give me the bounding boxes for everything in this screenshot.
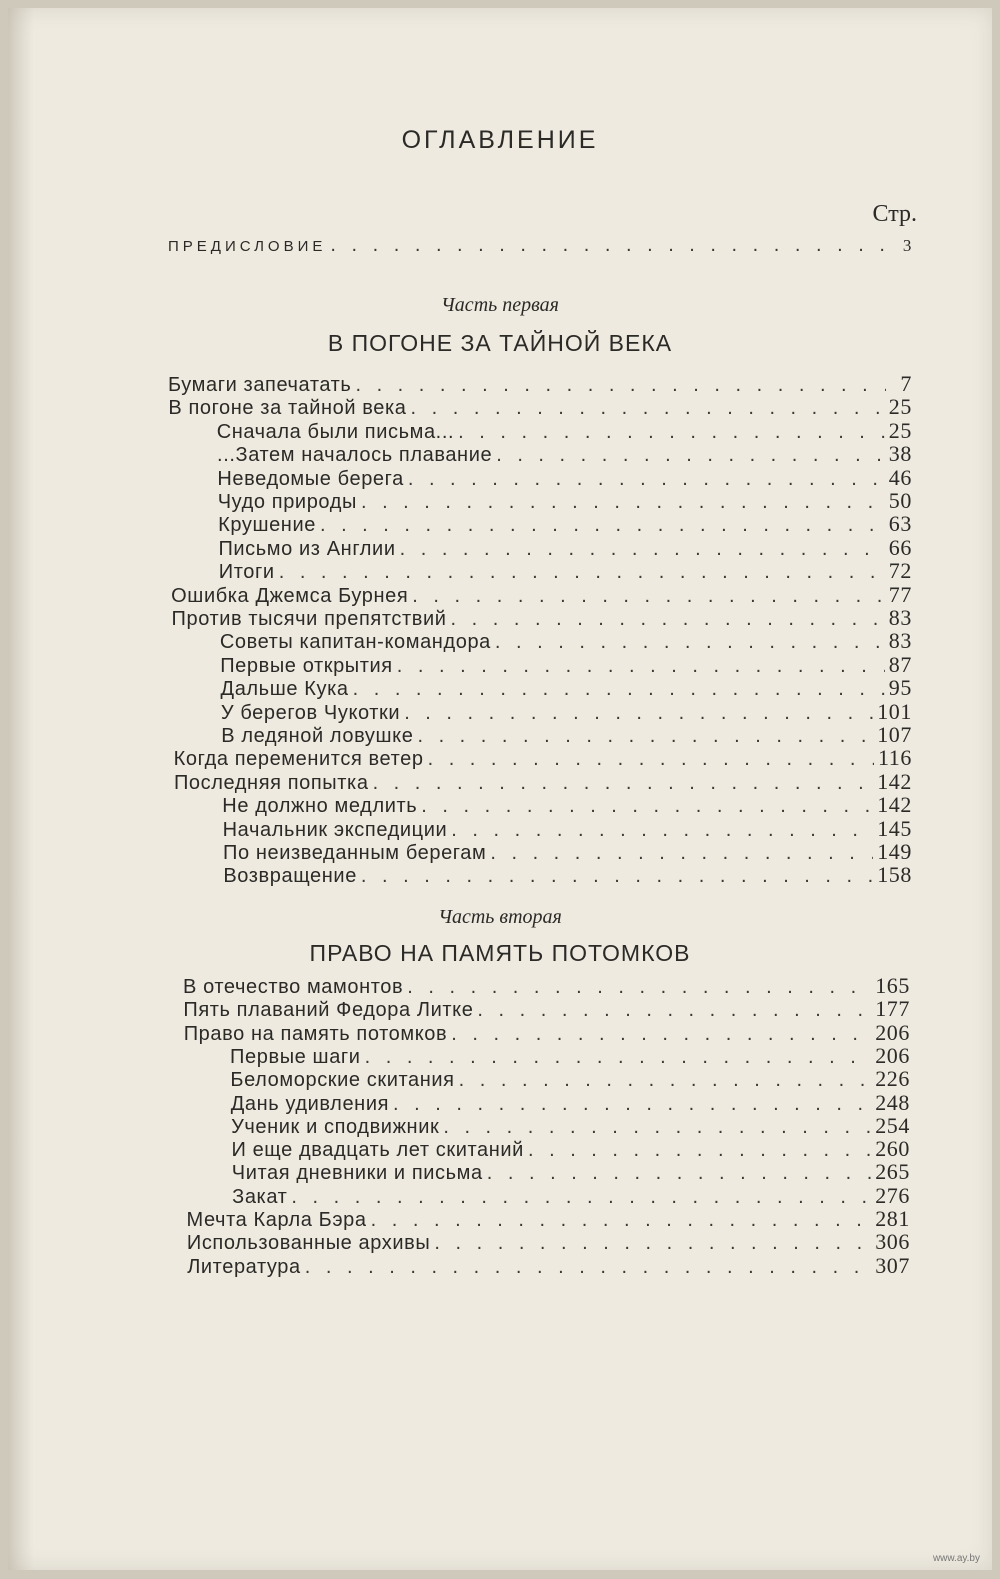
toc-entry: [168, 372, 912, 396]
dot-leader: [291, 1185, 871, 1209]
part1-title: В ПОГОНЕ ЗА ТАЙНОЙ ВЕКА: [327, 330, 673, 356]
toc-entry-title: Использованные архивы: [186, 1232, 431, 1255]
page-column-label: Стр.: [872, 201, 917, 227]
dot-leader: [371, 1208, 872, 1232]
toc-entry-page: 25: [888, 417, 912, 443]
toc-entry: [217, 419, 912, 443]
toc-entry: [232, 1160, 910, 1184]
toc-entry-title: Последняя попытка: [173, 771, 369, 794]
toc-entry-title: Дань удивления: [230, 1092, 390, 1115]
toc-entry-page: 38: [888, 441, 912, 467]
dot-leader: [393, 1092, 871, 1116]
toc-entry-title: Бумаги запечатать: [168, 374, 352, 396]
dot-leader: [443, 1115, 871, 1139]
dot-leader: [459, 1068, 872, 1092]
toc-entry: [223, 863, 912, 887]
toc-entry-page: 101: [877, 698, 912, 724]
dot-leader: [417, 724, 873, 748]
toc-entry-title: Возвращение: [223, 865, 357, 888]
toc-entry-title: В погоне за тайной века: [168, 397, 407, 420]
toc-entry-title: Мечта Карла Бэра: [186, 1209, 367, 1231]
dot-leader: [421, 794, 873, 818]
toc-entry-title: Когда переменится ветер: [173, 748, 424, 771]
toc-entry: [219, 559, 912, 583]
toc-entry-title: По неизведанным берегам: [223, 842, 487, 864]
toc-entry-title: Неведомые берега: [217, 467, 404, 490]
toc-entry-title: Ученик и сподвижник: [231, 1115, 440, 1138]
toc-entry-title: Дальше Кука: [220, 678, 349, 701]
toc-entry: [231, 1091, 910, 1115]
dot-leader: [330, 233, 886, 257]
toc-entry-page: 149: [877, 839, 912, 864]
dot-leader: [365, 1045, 872, 1069]
toc-entry-page: 46: [888, 464, 912, 490]
toc-entry-title: Чудо природы: [217, 491, 357, 513]
toc-entry-page: 254: [875, 1112, 910, 1138]
toc-entry-title: В отечество мамонтов: [183, 976, 404, 998]
toc-entry-title: Первые шаги: [230, 1045, 361, 1068]
toc-entry-page: 226: [875, 1066, 910, 1092]
toc-entry-title: Закат: [232, 1185, 288, 1208]
toc-entry-title: И еще двадцать лет скитаний: [231, 1139, 524, 1162]
toc-entry-title: Право на память потомков: [183, 1022, 448, 1045]
toc-entry: [172, 606, 913, 630]
toc-entry: [218, 489, 912, 513]
toc-entry: [230, 1067, 910, 1091]
toc-entry-title: Начальник экспедиции: [222, 818, 448, 841]
toc-entry: [223, 840, 912, 864]
toc-entry-page: 206: [875, 1019, 910, 1045]
toc-entry: [183, 997, 910, 1021]
toc-entry: [171, 583, 912, 607]
toc-entry-title: Сначала были письма...: [216, 420, 455, 443]
dot-leader: [528, 1138, 871, 1162]
toc-entry-title: Не должно медлить: [222, 795, 418, 818]
toc-entry-page: 107: [877, 722, 912, 747]
dot-leader: [451, 818, 873, 842]
dot-leader: [361, 490, 885, 514]
toc-entry: [183, 974, 910, 998]
toc-entry: [221, 676, 912, 700]
dot-leader: [434, 1231, 871, 1255]
toc-entry-page: 66: [888, 534, 912, 560]
toc-entry-page: 265: [875, 1159, 910, 1185]
toc-entry-page: 158: [877, 862, 912, 888]
toc-entry-page: 77: [888, 581, 912, 607]
toc-entry-page: 72: [888, 558, 912, 584]
toc-entry-page: 7: [900, 371, 912, 396]
toc-entry: [174, 770, 912, 794]
toc-entry-title: Итоги: [218, 561, 275, 584]
toc-entry-page: 281: [875, 1206, 910, 1231]
toc-entry-page: 260: [875, 1136, 910, 1162]
toc-entry-page: 307: [875, 1252, 910, 1278]
toc-entry-title: Крушение: [218, 514, 316, 537]
preface-page: 3: [902, 236, 912, 255]
dot-leader: [361, 864, 873, 888]
toc-entry: [221, 700, 912, 724]
dot-leader: [305, 1255, 871, 1279]
toc-entry-page: 63: [888, 511, 912, 537]
dot-leader: [458, 420, 885, 444]
toc-heading: ОГЛАВЛЕНИЕ: [401, 126, 599, 154]
dot-leader: [353, 677, 885, 701]
dot-leader: [397, 654, 885, 678]
toc-entry: [217, 442, 912, 466]
toc-entry-page: 25: [888, 394, 912, 420]
dot-leader: [408, 467, 885, 491]
dot-leader: [355, 373, 886, 397]
toc-entry: [187, 1230, 910, 1254]
toc-entry-page: 276: [875, 1182, 910, 1208]
toc-entry-title: У берегов Чукотки: [220, 701, 401, 724]
toc-entry: [174, 746, 912, 770]
toc-entry-page: 50: [888, 488, 912, 513]
toc-entry-title: Литература: [187, 1255, 301, 1278]
toc-entry: [230, 1044, 910, 1068]
toc-entry: [223, 817, 912, 841]
toc-entry-page: 165: [875, 973, 910, 998]
preface-title: ПРЕДИСЛОВИЕ: [168, 238, 327, 255]
dot-leader: [451, 1022, 871, 1046]
toc-entry: [231, 1114, 910, 1138]
toc-entry-title: Беломорские скитания: [230, 1069, 455, 1092]
toc-entry: [218, 536, 912, 560]
toc-entry-page: 116: [878, 745, 912, 771]
dot-leader: [373, 771, 874, 795]
toc-entry: [217, 466, 912, 490]
page-spine-edge: [8, 8, 34, 1570]
toc-entry-title: В ледяной ловушке: [221, 725, 414, 747]
toc-entry-page: 306: [875, 1229, 910, 1255]
toc-entry: [231, 1137, 910, 1161]
dot-leader: [495, 630, 885, 654]
dot-leader: [477, 998, 871, 1022]
dot-leader: [490, 841, 873, 865]
toc-entry: [232, 1184, 910, 1208]
toc-entry: [222, 793, 912, 817]
toc-entry-page: 83: [888, 605, 912, 630]
toc-entry: [184, 1021, 910, 1045]
dot-leader: [407, 975, 871, 999]
toc-entry: [221, 723, 912, 747]
toc-entry-title: Первые открытия: [220, 654, 393, 677]
toc-entry: [187, 1254, 910, 1278]
part2-title: ПРАВО НА ПАМЯТЬ ПОТОМКОВ: [309, 940, 691, 966]
dot-leader: [404, 701, 873, 725]
dot-leader: [279, 560, 885, 584]
toc-entry-page: 83: [888, 628, 912, 654]
toc-entry-page: 206: [875, 1042, 910, 1068]
toc-entry-title: Ошибка Джемса Бурнея: [171, 584, 409, 607]
toc-entry: [218, 512, 912, 536]
toc-entry: [220, 653, 912, 677]
dot-leader: [320, 513, 885, 537]
book-page: [8, 8, 992, 1570]
toc-entry-page: 177: [875, 996, 910, 1022]
toc-entry-title: Письмо из Англии: [218, 537, 396, 560]
toc-entry: [168, 395, 912, 419]
toc-entry-title: ...Затем началось плавание: [217, 444, 493, 467]
dot-leader: [487, 1161, 871, 1185]
preface-row: [168, 233, 912, 257]
dot-leader: [428, 747, 874, 771]
dot-leader: [412, 584, 885, 608]
toc-entry-title: Пять плаваний Федора Литке: [183, 999, 474, 1022]
toc-entry-page: 95: [888, 675, 912, 701]
toc-entry-title: Советы капитан-командора: [219, 631, 491, 654]
dot-leader: [451, 607, 885, 631]
toc-entry: [220, 629, 912, 653]
toc-entry-page: 145: [877, 815, 912, 841]
toc-entry: [187, 1207, 911, 1231]
dot-leader: [496, 443, 885, 467]
toc-entry-page: 142: [877, 792, 912, 818]
part2-label: Часть вторая: [438, 906, 562, 928]
toc-entry-page: 87: [888, 651, 912, 677]
toc-entry-page: 142: [877, 768, 912, 794]
dot-leader: [400, 537, 885, 561]
toc-entry-page: 248: [875, 1089, 910, 1115]
toc-entry-title: Читая дневники и письма: [231, 1162, 483, 1185]
toc-entry-title: Против тысячи препятствий: [171, 608, 447, 630]
watermark: www.ay.by: [932, 1553, 980, 1564]
part1-label: Часть первая: [441, 294, 559, 316]
dot-leader: [411, 396, 885, 420]
